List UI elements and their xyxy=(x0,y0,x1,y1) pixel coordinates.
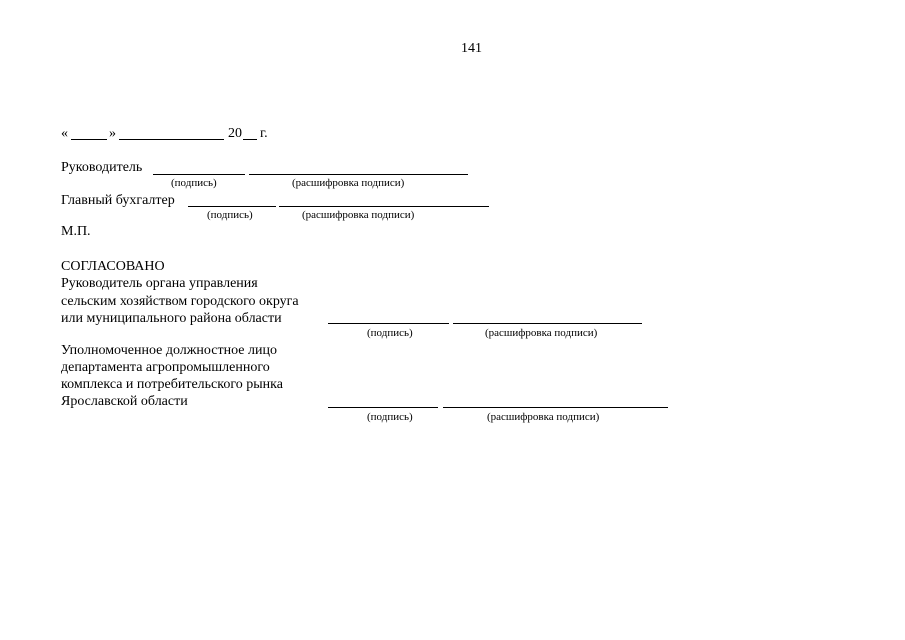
chief-accountant-decoding-line xyxy=(279,206,489,207)
date-close-quote: » xyxy=(109,126,116,141)
approval-heading: СОГЛАСОВАНО xyxy=(61,259,165,274)
chief-accountant-decoding-caption: (расшифровка подписи) xyxy=(302,209,415,221)
official-signature-caption: (подпись) xyxy=(367,411,413,423)
agri-head-signature-line xyxy=(328,323,449,324)
agri-head-decoding-line xyxy=(453,323,642,324)
agri-head-line-3: или муниципального района области xyxy=(61,311,282,326)
page-number: 141 xyxy=(461,41,482,56)
head-decoding-line xyxy=(249,174,468,175)
agri-head-line-1: Руководитель органа управления xyxy=(61,276,258,291)
year-blank-line xyxy=(243,139,257,140)
official-line-2: департамента агропромышленного xyxy=(61,360,270,375)
day-blank-line xyxy=(71,139,107,140)
chief-accountant-label: Главный бухгалтер xyxy=(61,193,175,208)
head-signature-caption: (подпись) xyxy=(171,177,217,189)
agri-head-line-2: сельским хозяйством городского округа xyxy=(61,294,299,309)
official-line-4: Ярославской области xyxy=(61,394,188,409)
head-decoding-caption: (расшифровка подписи) xyxy=(292,177,405,189)
head-signature-line xyxy=(153,174,245,175)
official-line-3: комплекса и потребительского рынка xyxy=(61,377,283,392)
official-decoding-caption: (расшифровка подписи) xyxy=(487,411,600,423)
agri-head-decoding-caption: (расшифровка подписи) xyxy=(485,327,598,339)
official-signature-line xyxy=(328,407,438,408)
date-open-quote: « xyxy=(61,126,68,141)
stamp-place: М.П. xyxy=(61,224,91,239)
head-label: Руководитель xyxy=(61,160,143,175)
chief-accountant-signature-caption: (подпись) xyxy=(207,209,253,221)
month-blank-line xyxy=(119,139,224,140)
official-line-1: Уполномоченное должностное лицо xyxy=(61,343,277,358)
agri-head-signature-caption: (подпись) xyxy=(367,327,413,339)
year-suffix: г. xyxy=(260,126,268,141)
chief-accountant-signature-line xyxy=(188,206,276,207)
year-prefix: 20 xyxy=(228,126,242,141)
official-decoding-line xyxy=(443,407,668,408)
